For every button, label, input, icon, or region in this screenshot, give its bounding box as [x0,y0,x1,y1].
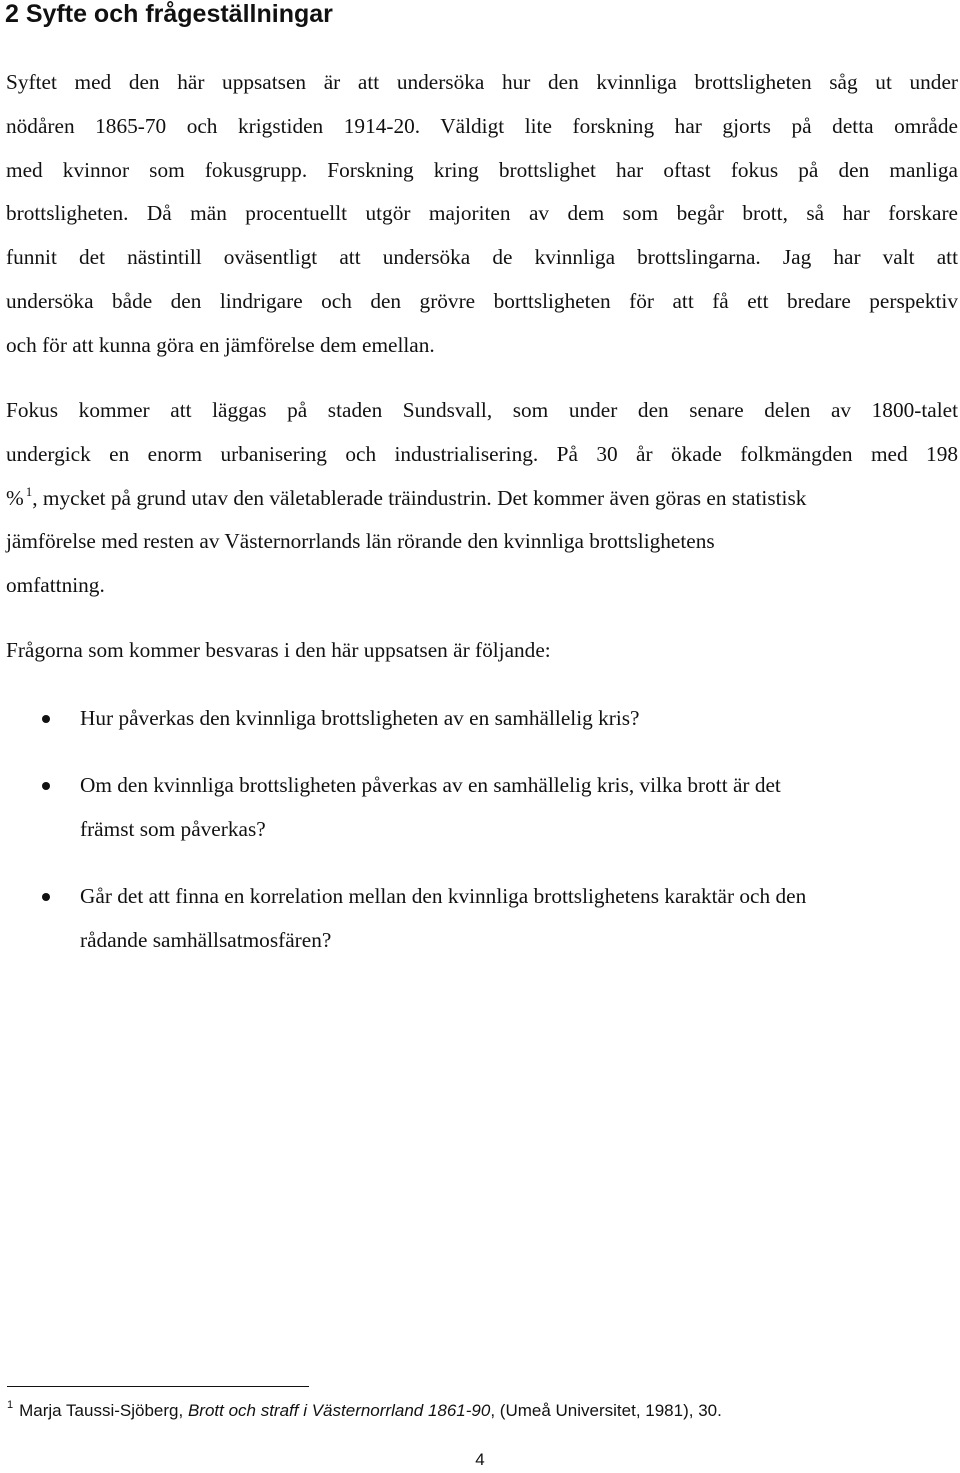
text-line: rådande samhällsatmosfären? [80,927,332,952]
text-line: Om den kvinnliga brottsligheten påverkas av en samhällelig kris, vilka brott är det [80,773,781,797]
text-line: funnit det nästintill oväsentligt att undersöka de kvinnliga brottslingarna. Jag har valt att [6,245,958,270]
section-heading: 2 Syfte och frågeställningar [5,0,333,28]
page-number: 4 [475,1450,485,1469]
text-line: undersöka både den lindrigare och den grövre borttsligheten för att få ett bredare perspektiv [6,288,958,313]
text-fragment: % [6,485,24,510]
footnote-number: 1 [7,1399,14,1411]
paragraph-purpose [6,61,958,368]
question-text [80,875,950,963]
text-line: Går det att finna en korrelation mellan den kvinnliga brottslighetens karaktär och den [80,884,807,908]
footnote [7,1398,722,1424]
question-text [80,764,950,852]
text-line: jämförelse med resten av Västernorrlands län rörande den kvinnliga brottslighetens [6,529,715,554]
paragraph-questions-intro [6,629,958,673]
text-fragment: , mycket på grund utav den väletablerade träindustrin. Det kommer även göras en statistisk [32,485,807,510]
text-line: Fokus kommer att läggas på staden Sundsvall, som under den senare delen av 1800-talet [6,398,958,422]
footnote-publication: , (Umeå Universitet, 1981), 30. [490,1401,722,1420]
text-line: Hur påverkas den kvinnliga brottsligheten av en samhällelig kris? [80,706,640,730]
question-text [80,697,950,741]
text-line: Syftet med den här uppsatsen är att undersöka hur den kvinnliga brottsligheten såg ut under [6,70,958,94]
footnote-reference[interactable]: 1 [25,483,33,499]
bullet-icon [42,893,50,901]
text-line: främst som påverkas? [80,816,266,841]
text-line: nödåren 1865-70 och krigstiden 1914-20. Väldigt lite forskning har gjorts på detta område [6,113,958,138]
text-line: och för att kunna göra en jämförelse dem emellan. [6,332,435,357]
text-line: Frågorna som kommer besvaras i den här uppsatsen är följande: [6,638,551,662]
text-line-with-footnote [6,477,958,521]
text-line: undergick en enorm urbanisering och industrialisering. På 30 år ökade folkmängden med 198 [6,441,958,466]
text-line: brottsligheten. Då män procentuellt utgör majoriten av dem som begår brott, så har forskare [6,201,958,226]
paragraph-focus [6,389,958,608]
text-line: med kvinnor som fokusgrupp. Forskning kring brottslighet har oftast fokus på den manliga [6,157,958,182]
bullet-icon [42,782,50,790]
text-line: omfattning. [6,573,105,598]
footnote-author: Marja Taussi-Sjöberg, [19,1401,188,1420]
footnote-separator [7,1386,309,1387]
footnote-title: Brott och straff i Västernorrland 1861-90 [187,1401,491,1420]
bullet-icon [42,715,50,723]
